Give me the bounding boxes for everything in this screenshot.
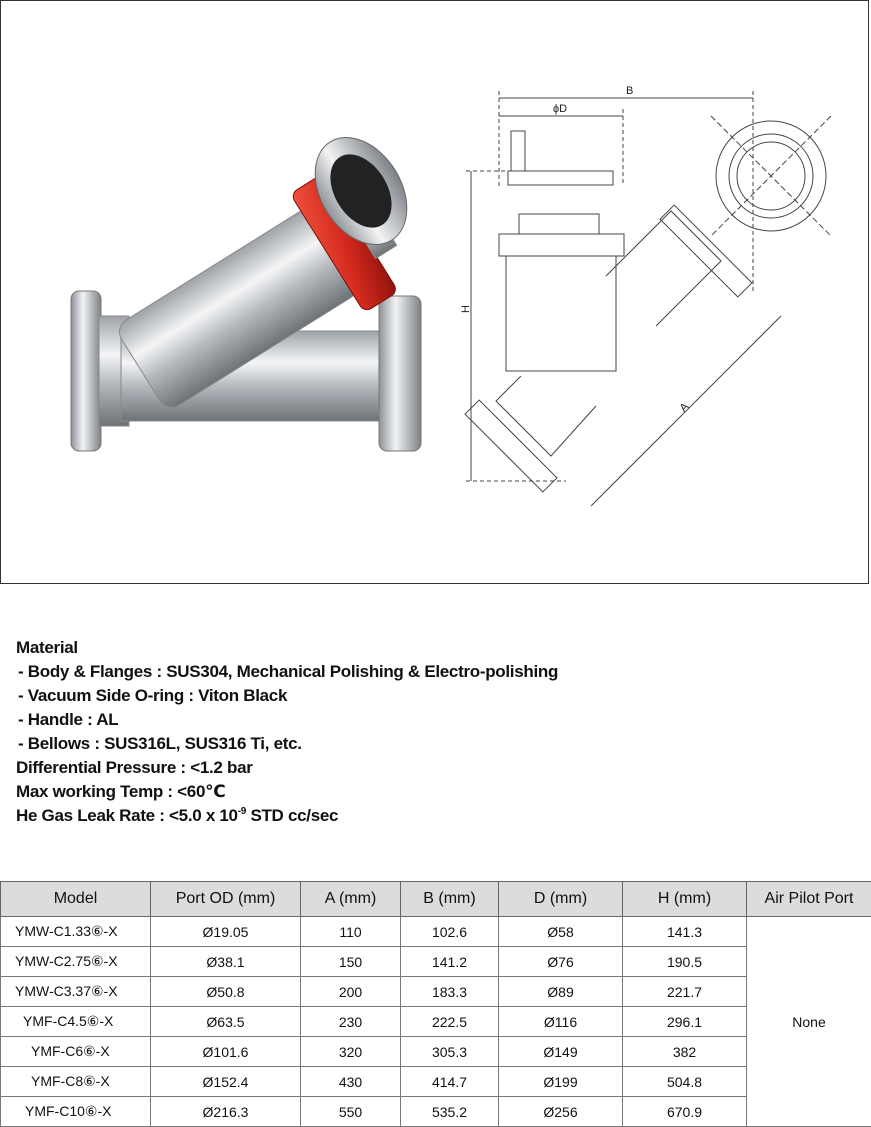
model-spec-table xyxy=(0,881,871,1127)
cell-d: Ø256 xyxy=(499,1097,623,1127)
cell-b: 414.7 xyxy=(401,1067,499,1097)
spec-handle: - Handle : AL xyxy=(16,708,558,732)
table-row xyxy=(1,1067,871,1097)
spec-bellows: - Bellows : SUS316L, SUS316 Ti, etc. xyxy=(16,732,558,756)
cell-a: 230 xyxy=(301,1007,401,1037)
cell-d: Ø76 xyxy=(499,947,623,977)
cell-a: 320 xyxy=(301,1037,401,1067)
cell-a: 110 xyxy=(301,917,401,947)
table-header-row xyxy=(1,882,871,917)
spec-oring: - Vacuum Side O-ring : Viton Black xyxy=(16,684,558,708)
cell-h: 141.3 xyxy=(623,917,747,947)
cell-b: 183.3 xyxy=(401,977,499,1007)
cell-model: YMF-C4.5⑥-X xyxy=(1,1007,151,1037)
header-b: B (mm) xyxy=(401,882,499,917)
table-row xyxy=(1,917,871,947)
cell-h: 296.1 xyxy=(623,1007,747,1037)
cell-port-od: Ø38.1 xyxy=(151,947,301,977)
cell-port-od: Ø63.5 xyxy=(151,1007,301,1037)
header-port-od: Port OD (mm) xyxy=(151,882,301,917)
cell-b: 535.2 xyxy=(401,1097,499,1127)
table-row xyxy=(1,1007,871,1037)
cell-model: YMF-C10⑥-X xyxy=(1,1097,151,1127)
leak-suffix: STD cc/sec xyxy=(246,806,338,825)
table-row xyxy=(1,947,871,977)
header-air-pilot-port: Air Pilot Port xyxy=(747,882,871,917)
cell-port-od: Ø152.4 xyxy=(151,1067,301,1097)
cell-port-od: Ø216.3 xyxy=(151,1097,301,1127)
table-row xyxy=(1,977,871,1007)
spec-diff-pressure: Differential Pressure : <1.2 bar xyxy=(16,756,558,780)
cell-b: 305.3 xyxy=(401,1037,499,1067)
spec-max-temp: Max working Temp : <60℃ xyxy=(16,780,558,804)
cell-d: Ø116 xyxy=(499,1007,623,1037)
cell-h: 504.8 xyxy=(623,1067,747,1097)
material-heading: Material xyxy=(16,636,558,660)
table-row xyxy=(1,1037,871,1067)
dim-d-label: ϕD xyxy=(553,103,567,115)
cell-a: 430 xyxy=(301,1067,401,1097)
cell-model: YMW-C2.75⑥-X xyxy=(1,947,151,977)
dim-b-label: B xyxy=(626,85,633,97)
cell-model: YMF-C8⑥-X xyxy=(1,1067,151,1097)
valve-product-photo xyxy=(61,131,441,461)
cell-d: Ø58 xyxy=(499,917,623,947)
cell-h: 190.5 xyxy=(623,947,747,977)
header-model: Model xyxy=(1,882,151,917)
cell-h: 221.7 xyxy=(623,977,747,1007)
cell-a: 200 xyxy=(301,977,401,1007)
cell-d: Ø89 xyxy=(499,977,623,1007)
leak-prefix: He Gas Leak Rate : <5.0 x 10 xyxy=(16,806,238,825)
cell-port-od: Ø101.6 xyxy=(151,1037,301,1067)
dim-h-label: H xyxy=(460,305,472,313)
dim-a-label: A xyxy=(678,400,692,414)
cell-h: 670.9 xyxy=(623,1097,747,1127)
header-d: D (mm) xyxy=(499,882,623,917)
cell-b: 102.6 xyxy=(401,917,499,947)
cell-a: 150 xyxy=(301,947,401,977)
cell-port-od: Ø50.8 xyxy=(151,977,301,1007)
cell-b: 222.5 xyxy=(401,1007,499,1037)
cell-a: 550 xyxy=(301,1097,401,1127)
cell-air-pilot-port: None xyxy=(747,917,871,1127)
dimension-drawing xyxy=(456,76,866,526)
cell-b: 141.2 xyxy=(401,947,499,977)
cell-h: 382 xyxy=(623,1037,747,1067)
cell-d: Ø149 xyxy=(499,1037,623,1067)
cell-model: YMW-C3.37⑥-X xyxy=(1,977,151,1007)
cell-d: Ø199 xyxy=(499,1067,623,1097)
spec-body-flanges: - Body & Flanges : SUS304, Mechanical Polishing & Electro-polishing xyxy=(16,660,558,684)
header-a: A (mm) xyxy=(301,882,401,917)
table-row xyxy=(1,1097,871,1127)
spec-leak-rate xyxy=(16,804,558,828)
spec-list xyxy=(16,636,558,828)
header-h: H (mm) xyxy=(623,882,747,917)
cell-port-od: Ø19.05 xyxy=(151,917,301,947)
cell-model: YMW-C1.33⑥-X xyxy=(1,917,151,947)
leak-exponent: -9 xyxy=(238,806,246,817)
cell-model: YMF-C6⑥-X xyxy=(1,1037,151,1067)
